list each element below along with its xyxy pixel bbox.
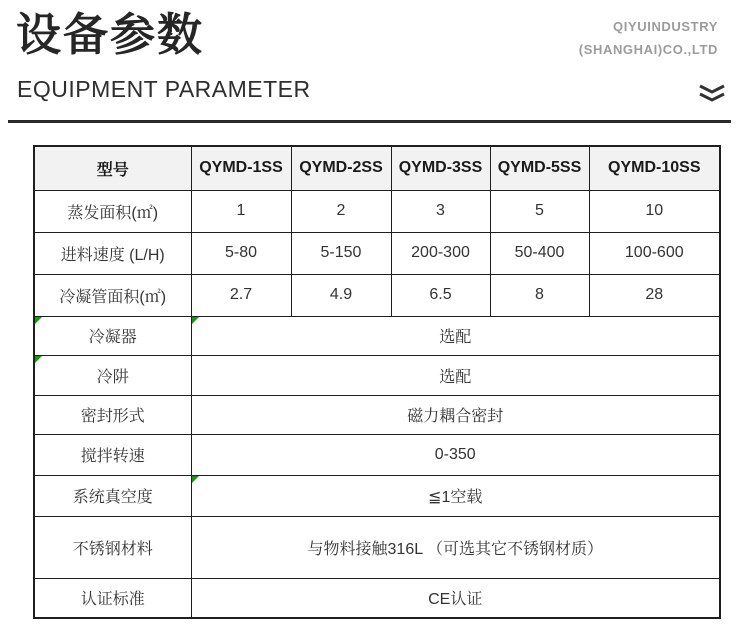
table-cell: 50-400 (490, 232, 589, 274)
header-row (34, 146, 720, 190)
page-title: 设备参数 (16, 9, 205, 60)
header-divider (8, 120, 731, 123)
table-row-cold-trap (34, 355, 720, 395)
row-label: 冷凝管面积(㎡) (34, 274, 191, 316)
column-header-qymd-5ss: QYMD-5SS (490, 146, 589, 190)
table-cell-merged: CE认证 (191, 578, 720, 618)
row-label: 密封形式 (34, 395, 191, 434)
table-row-condenser (34, 316, 720, 355)
table-row-seal-type (34, 395, 720, 434)
table-cell: 6.5 (391, 274, 490, 316)
table-row-vacuum-degree (34, 475, 720, 516)
table-cell: 10 (589, 190, 720, 232)
row-label: 搅拌转速 (34, 434, 191, 475)
column-header-qymd-1ss: QYMD-1SS (191, 146, 291, 190)
row-label: 蒸发面积(㎡) (34, 190, 191, 232)
table-cell: 5-150 (291, 232, 391, 274)
company-line-1: QIYUINDUSTRY (613, 19, 718, 34)
table-cell: 5 (490, 190, 589, 232)
column-header-model: 型号 (34, 146, 191, 190)
table-cell: 8 (490, 274, 589, 316)
table-cell-merged: 与物料接触316L （可选其它不锈钢材质） (191, 516, 720, 578)
table-cell: 200-300 (391, 232, 490, 274)
table-cell: 1 (191, 190, 291, 232)
table-row-feed-speed (34, 232, 720, 274)
column-header-qymd-3ss: QYMD-3SS (391, 146, 490, 190)
row-label: 认证标准 (34, 578, 191, 618)
row-label: 冷凝器 (34, 316, 191, 355)
table-row-evaporation-area (34, 190, 720, 232)
table-row-certification (34, 578, 720, 618)
table-cell: 2 (291, 190, 391, 232)
table-cell: 2.7 (191, 274, 291, 316)
table-cell: 28 (589, 274, 720, 316)
table-cell: 4.9 (291, 274, 391, 316)
table-cell: 3 (391, 190, 490, 232)
column-header-qymd-10ss: QYMD-10SS (589, 146, 720, 190)
table-row-condenser-area (34, 274, 720, 316)
column-header-qymd-2ss: QYMD-2SS (291, 146, 391, 190)
table-cell-merged: ≦1空载 (191, 475, 720, 516)
table-cell: 5-80 (191, 232, 291, 274)
row-label: 进料速度 (L/H) (34, 232, 191, 274)
row-label: 系统真空度 (34, 475, 191, 516)
row-label: 冷阱 (34, 355, 191, 395)
table-row-stir-speed (34, 434, 720, 475)
company-name (579, 16, 718, 62)
green-corner-flag-icon (192, 317, 199, 324)
table-cell-merged: 选配 (191, 316, 720, 355)
row-label: 不锈钢材料 (34, 516, 191, 578)
green-corner-flag-icon (35, 356, 42, 363)
green-corner-flag-icon (192, 476, 199, 483)
table-row-steel-material (34, 516, 720, 578)
parameter-table (33, 145, 721, 619)
table-cell-merged: 0-350 (191, 434, 720, 475)
double-chevron-down-icon (698, 83, 726, 105)
green-corner-flag-icon (35, 317, 42, 324)
page-subtitle: EQUIPMENT PARAMETER (17, 76, 311, 102)
table-cell: 100-600 (589, 232, 720, 274)
company-line-2: (SHANGHAI)CO.,LTD (578, 41, 718, 57)
table-cell-merged: 选配 (191, 355, 720, 395)
table-cell-merged: 磁力耦合密封 (191, 395, 720, 434)
